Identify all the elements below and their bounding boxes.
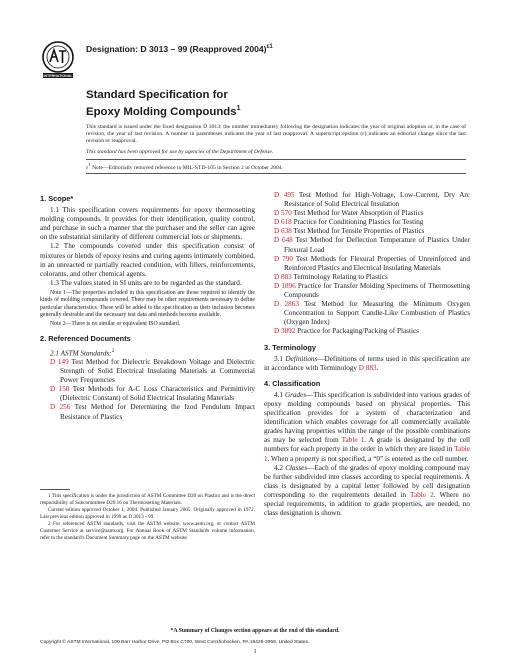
- scope-1-1: 1.1 This specification covers requirements for epoxy thermosetting molding compounds. It provides for their identification, quality control, and purchase in such a manner that the purchaser and the seller can agree on the substantial similarity of different commercial lots or shipments.: [40, 206, 255, 242]
- classification-4-1: 4.1 Grades—This specification is subdivided into various grades of epoxy molding compounds based on physical properties. This specification provides for a system of characterization and identification which enables coverage for all commercially available grades having properties within the range of the possible combinations as may be selected from Table 1. A grade is designated by the cell numbers for each property in the order in which they are listed in Table 1. When a property is not specified, a “0” is entered as the cell number.: [264, 390, 471, 463]
- epsilon-note: $\varepsilon^1$ Note—Editorially removed reference to MIL-STD-105 in Section 2 in October 2004.: [86, 163, 284, 171]
- footnote-2: 2 For referenced ASTM standards, visit the ASTM website, www.astm.org, or contact ASTM Customer Service at service@astm.org. For Annual Book of ASTM Standards volume information, refer to the standard's Document Summary page on the ASTM website.: [40, 521, 255, 541]
- astm-standards-label: 2.1 ASTM Standards:$^2$: [50, 348, 115, 357]
- ref-link[interactable]: D 618: [274, 218, 292, 227]
- ref-item: D 495 Test Method for High-Voltage, Low-Current, Dry Arc Resistance of Solid Electrical Insulation: [274, 191, 470, 209]
- classification-heading: 4. Classification: [264, 378, 321, 388]
- terminology-heading: 3. Terminology: [264, 342, 317, 352]
- ref-item: D 2863 Test Method for Measuring the Minimum Oxygen Concentration to Support Candle-Like Combustion of Plastics (Oxygen Index): [274, 300, 470, 327]
- footnote-1b: Current edition approved October 1, 2004. Published January 2005. Originally approved in 1972. Last previous edition approved in 1999 as D 3013 - 99.: [40, 507, 255, 520]
- scope-1-3: 1.3 The values stated in SI units are to be regarded as the standard.: [50, 278, 242, 287]
- ref-item: D 149 Test Method for Dielectric Breakdown Voltage and Dielectric Strength of Solid Electrical Insulating Materials at Commercial Power Frequencies: [50, 358, 256, 385]
- ref-item: D 790 Test Methods for Flexural Properties of Unreinforced and Reinforced Plastics and Electrical Insulating Materials: [274, 254, 470, 272]
- classification-4-2: 4.2 Classes—Each of the grades of epoxy molding compound may be further subdivided into classes according to special requirements. A class is designated by a capital letter followed by cell designation corresponding to the requirements detailed in Table 2. Where no special requirements, in addition to grade properties, are needed, no class designation is shown.: [264, 463, 471, 518]
- right-column: [264, 191, 470, 518]
- ref-link[interactable]: D 1896: [274, 281, 296, 290]
- ref-item: D 150 Test Methods for A-C Loss Characteristics and Permittivity (Dielectric Constant) of Solid Electrical Insulating Materials: [50, 385, 255, 403]
- footnotes: [40, 493, 255, 542]
- ref-link[interactable]: D 495: [274, 191, 295, 199]
- copyright: Copyright © ASTM International, 100 Barr Harbor Drive, PO Box C700, West Conshohocken, PA 19428-2959, United States.: [40, 640, 310, 645]
- ref-link[interactable]: D 150: [50, 385, 70, 394]
- ref-item: D 638 Test Method for Tensile Properties of Plastics: [274, 227, 425, 236]
- scope-1-2: 1.2 The compounds covered under this specification consist of mixtures or blends of epoxy resins and curing agents intimately combined, in an unreacted or partially reacted condition, with fillers, reinforcements, colorants, and other chemical agents.: [40, 242, 255, 278]
- rule-bottom: [86, 173, 466, 174]
- ref-link[interactable]: D 790: [274, 254, 293, 263]
- ref-link[interactable]: D 638: [274, 227, 292, 236]
- ref-link[interactable]: D 883: [274, 272, 292, 281]
- astm-logo: [40, 40, 76, 80]
- designation: Designation: D 3013 – 99 (Reapproved 2004)$^{\varepsilon 1}$: [86, 44, 273, 54]
- ref-item: D 570 Test Method for Water Absorption of Plastics: [274, 209, 424, 218]
- title-line-1: Standard Specification for: [86, 89, 228, 101]
- issuance-paragraph: This standard is issued under the fixed designation D 3013; the number immediately following the designation indicates the year of original adoption or, in the case of revision, the year of last revision. A number in parentheses indicates the year of last reapproval. A superscript epsilon (ε) indicates an editorial change since the last revision or reapproval.: [86, 124, 466, 145]
- referenced-documents-heading: 2. Referenced Documents: [40, 334, 131, 344]
- title-line-2: Epoxy Molding Compounds$^1$: [86, 105, 241, 118]
- page-title: [86, 88, 446, 119]
- page-number: 1: [253, 648, 257, 655]
- ref-link[interactable]: D 883: [358, 363, 377, 372]
- ref-link[interactable]: D 3892: [274, 327, 296, 336]
- svg-text:INTERNATIONAL: INTERNATIONAL: [43, 74, 73, 79]
- ref-link[interactable]: D 149: [50, 358, 69, 366]
- table-link[interactable]: Table 2: [410, 490, 434, 499]
- ref-link[interactable]: D 648: [274, 236, 293, 245]
- table-link[interactable]: Table 1: [341, 436, 365, 445]
- left-column: [40, 191, 255, 422]
- note-2: Note 2—There is no similar or equivalent ISO standard.: [50, 321, 181, 328]
- ref-link[interactable]: D 570: [274, 209, 292, 218]
- dod-approval: This standard has been approved for use by agencies of the Department of Defense.: [86, 149, 274, 155]
- ref-item: D 256 Test Method for Determining the Izod Pendulum Impact Resistance of Plastics: [50, 403, 255, 421]
- ref-link[interactable]: D 2863: [274, 300, 299, 309]
- rule-top: [86, 159, 466, 160]
- table-link[interactable]: Table 1: [264, 445, 470, 463]
- summary-notice: *A Summary of Changes section appears at the end of this standard.: [170, 628, 340, 634]
- terminology-3-1: 3.1 Definitions—Definitions of terms used in this specification are in accordance with Terminology D 883.: [264, 354, 470, 372]
- ref-item: D 3892 Practice for Packaging/Packing of Plastics: [274, 327, 419, 336]
- footnote-rule: [40, 489, 70, 490]
- ref-link[interactable]: D 256: [50, 403, 71, 412]
- scope-heading: 1. Scope*: [40, 194, 74, 203]
- ref-item: D 618 Practice for Conditioning Plastics for Testing: [274, 218, 424, 227]
- ref-item: D 883 Terminology Relating to Plastics: [274, 272, 388, 281]
- ref-item: D 1896 Practice for Transfer Molding Specimens of Thermosetting Compounds: [274, 281, 470, 300]
- note-1: Note 1—The properties included in this specification are those required to identify the kinds of molding compounds covered. There may be other requirements necessary to define particular characteristics. These will be added to the specification as their inclusion becomes generally desirable and the necessary test data and methods become available.: [40, 289, 255, 318]
- ref-item: D 648 Test Method for Deflection Temperature of Plastics Under Flexural Load: [274, 236, 470, 254]
- footnote-1: 1 This specification is under the jurisdiction of ASTM Committee D20 on Plastics and is the direct responsibility of Subcommittee D20.16 on Thermosetting Materials.: [40, 493, 255, 506]
